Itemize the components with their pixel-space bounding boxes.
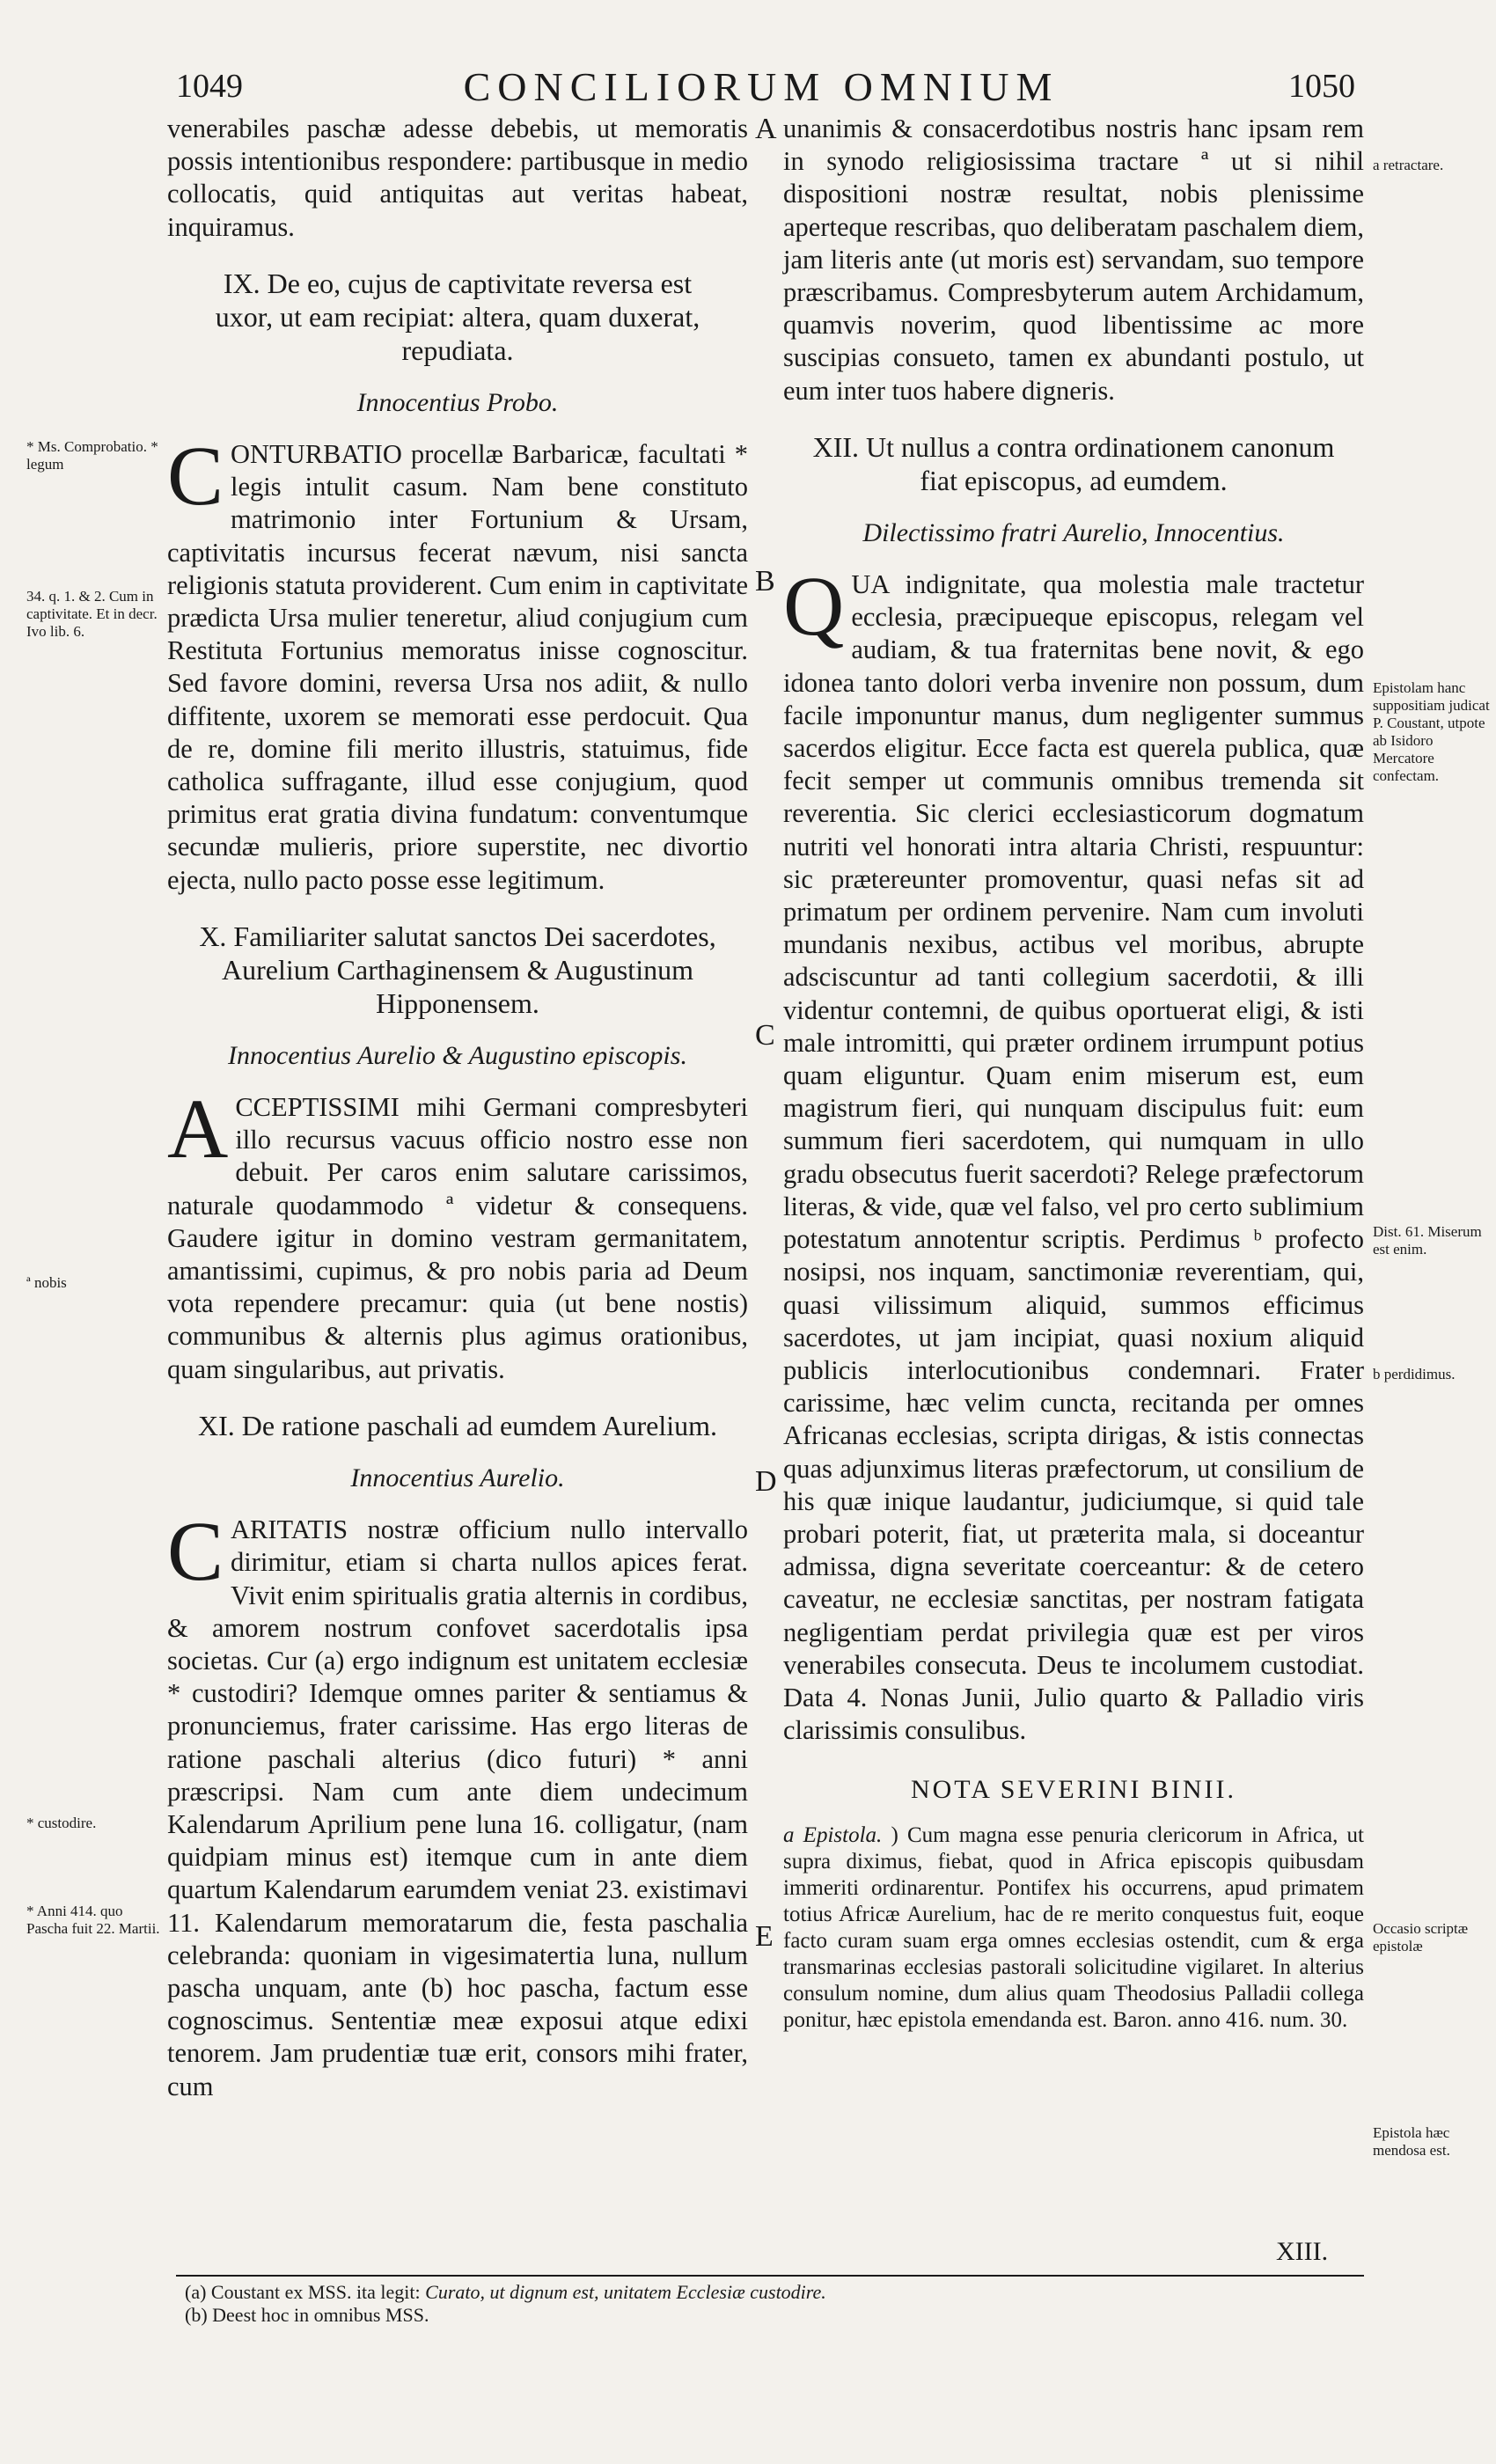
footnote-mark: (b) <box>185 2304 208 2326</box>
section-letter-b: B <box>755 565 775 598</box>
drop-cap: Q <box>783 559 845 654</box>
paragraph-text: CCEPTISSIMI mihi Germani compresbyteri illo recursus vacuus officio nostro esse non debuit. Per caros enim salutare carissimos, naturale quodammodo ª videtur & consequens. Gaudere igitur in domino vestram germanitatem, amantissimi, cupimus, & pro nobis paria ad Deum vota rependere precamur: quia (ut bene nostis) communibus & alternis plus agimus orationibus, quam singularibus, aut privatis. <box>167 1092 748 1384</box>
section-letter-a: A <box>755 113 777 145</box>
margin-note: a retractare. <box>1373 157 1444 173</box>
margin-note: Dist. 61. Miserum est enim. <box>1373 1223 1482 1258</box>
section-letter-c: C <box>755 1019 775 1052</box>
section-heading: XI. De ratione paschali ad eumdem Aurelium. <box>197 1409 718 1441</box>
paragraph <box>167 1082 748 1386</box>
right-column <box>783 113 1364 2034</box>
footnote-text: Deest hoc in omnibus MSS. <box>212 2304 429 2326</box>
footnote-text: Coustant ex MSS. ita legit: <box>210 2281 421 2303</box>
section-letter-d: D <box>755 1465 777 1498</box>
left-column <box>167 113 748 2103</box>
section-heading: XII. Ut nullus a contra ordinationem canonum fiat episcopus, ad eumdem. <box>812 430 1335 496</box>
catchword: XIII. <box>1276 2237 1329 2266</box>
footnotes <box>185 2281 1355 2327</box>
margin-note: 34. q. 1. & 2. Cum in captivitate. Et in decr. Ivo lib. 6. <box>26 588 158 640</box>
margin-note: Occasio scriptæ epistolæ <box>1373 1920 1469 1954</box>
margin-note: ª nobis <box>26 1274 67 1291</box>
footnote-b <box>185 2304 1355 2327</box>
note-text: ) Cum magna esse penuria clericorum in Africa, ut supra diximus, fiebat, quod in Africa episcopis quibusdam immeriti ordinarentur. Pontifex his occurrens, apud primatem totius Africæ Aurelium, hac de re merito conquestus fuit, eoque facto curam suam erga omnes ecclesias ostendit, cum & erga transmarinas ecclesias pastorali solicitudine vigilaret. In alterius consulum nomine, dum alius quam Theodosius Palladii collega ponitur, hæc epistola emendanda est. Baron. anno 416. num. 30. <box>783 1822 1364 2032</box>
paragraph-text: UA indignitate, qua molestia male tractetur ecclesia, præcipueque episcopus, relegam vel audiam, & tua fraternitas bene novit, & ego idonea tanto dolori verba invenire non possum, dum facile imponuntur manus, dum negligenter summus sacerdos eligitur. Ecce facta est querela publica, quæ fecit semper ut communis omnibus tremenda sit reverentia. Sic clerici ecclesiasticorum dogmatum nutriti vel honorati intra altaria Christi, respuuntur: sic prætereunter promoventur, quasi nefas sit ad primatum per ordinem pervenire. Nam cum involuti mundanis nexibus, actibus vel moribus, abrupte adsciscuntur ad tanti collegium sacerdotii, & illi videntur contemni, de quibus oportuerat eligi, & isti male intromitti, qui præter ordinem irrumpunt potius quam eliguntur. Quam enim miserum est, eum magistrum fieri, qui nunquam discipulus fuit: eum summum fieri sacerdotem, qui numquam in ullo gradu obsecutus fuerit sacerdoti? Relege præfectorum literas, & vide, quæ vel falso, vel pro certo sublimium potestatum annotentur scriptis. Perdimus ᵇ profecto nosipsi, nos inquam, sanctimoniæ reverentiam, qui, quasi vilissimum aliquid, summos efficimus sacerdotes, ut jam incipiat, quasi noxium aliquid publicis interlocutionibus condemnari. Frater carissime, hæc velim cuncta, recitanda per omnes Africanas ecclesias, scripta dirigas, & istis connectas quas adjunximus literas præfectorum, ut consilium de his quæ inique laudantur, judiciumque, si quid tale probari poterit, fiat, ut præterita mala, si doceantur admissa, digna severitate coerceantur: & de cetero caveatur, ne ecclesiæ sanctitas, per nostram fatigata negligentiam perdat privilegia quæ est per viros venerabiles consecuta. Deus te incolumem custodiat. Data 4. Nonas Junii, Julio quarto & Palladio viris clarissimis consulibus. <box>783 569 1364 1746</box>
footnote-a <box>185 2281 1355 2304</box>
margin-note: Epistola hæc mendosa est. <box>1373 2124 1450 2159</box>
margin-note: * Ms. Comprobatio. * legum <box>26 438 158 473</box>
letter-address: Innocentius Probo. <box>356 387 559 417</box>
letter-address: Innocentius Aurelio & Augustino episcopis. <box>228 1040 687 1070</box>
margin-note: * custodire. <box>26 1815 97 1831</box>
letter-address: Dilectissimo fratri Aurelio, Innocentius. <box>862 517 1285 547</box>
paragraph <box>783 559 1364 1747</box>
note-paragraph <box>783 1822 1364 2034</box>
footnote-italic: Curato, ut dignum est, unitatem Ecclesiæ custodire. <box>425 2281 826 2303</box>
note-lemma: a Epistola. <box>783 1822 883 1847</box>
footnote-mark: (a) <box>185 2281 207 2303</box>
paragraph: venerabiles paschæ adesse debebis, ut memoratis possis intentionibus respondere: partibusque in medio collocatis, quid antiquitas aut veritas habeat, inquiramus. <box>167 114 748 242</box>
margin-note: Epistolam hanc suppositiam judicat P. Coustant, utpote ab Isidoro Mercatore confectam. <box>1373 679 1490 784</box>
paragraph: unanimis & consacerdotibus nostris hanc ipsam rem in synodo religiosissima tractare ª ut si nihil dispositioni nostræ resultat, nobis plenissime aperteque rescribas, quo deliberatam paschalem diem, jam literis ante (ut moris est) servandam, suo tempore præscribamus. Compresbyterum autem Archidamum, quamvis noverim, quod libentissime ac more suscipias consueto, tamen ex abundanti postulo, ut eum inter tuos habere digneris. <box>783 114 1364 406</box>
page-number-left: 1049 <box>176 68 243 105</box>
paragraph-text: ONTURBATIO procellæ Barbaricæ, facultati * legis intulit casum. Nam bene constituto matrimonio inter Fortunium & Ursam, captivitatis incursus fecerat nævum, nisi sancta religionis statuta providerent. Cum enim in captivitate prædicta Ursa mulier teneretur, aliud conjugium cum Restituta Fortunius memoratus inisse cognoscitur. Sed favore domini, reversa Ursa nos adiit, & nullo diffitente, uxorem se memorati esse perdocuit. Qua de re, domine fili merito illustris, statuimus, fide catholica suffragante, illud esse conjugium, quod primitus erat gratia divina fundatum: conventumque secundæ mulieris, priore superstite, nec divortio ejecta, nullo pacto posse esse legitimum. <box>167 439 748 895</box>
section-heading: IX. De eo, cujus de captivitate reversa est uxor, ut eam recipiat: altera, quam duxerat, repudiata. <box>215 267 700 366</box>
margin-note: * Anni 414. quo Pascha fuit 22. Martii. <box>26 1903 160 1937</box>
margin-note: b perdidimus. <box>1373 1366 1456 1382</box>
paragraph <box>167 1504 748 2103</box>
running-title: CONCILIORUM OMNIUM <box>463 64 1060 109</box>
section-letter-e: E <box>755 1920 774 1953</box>
letter-address: Innocentius Aurelio. <box>350 1463 565 1492</box>
page-number-right: 1050 <box>1288 68 1355 105</box>
page-header <box>167 60 1355 113</box>
section-heading: X. Familiariter salutat sanctos Dei sacerdotes, Aurelium Carthaginensem & Augustinum Hipponensem. <box>199 920 716 1019</box>
drop-cap: A <box>167 1082 229 1177</box>
note-heading: NOTA SEVERINI BINII. <box>910 1775 1237 1805</box>
footnote-rule <box>176 2275 1364 2277</box>
paragraph-text: ARITATIS nostræ officium nullo intervallo dirimitur, etiam si charta nullos apices ferat. Vivit enim spiritualis gratia alternis in cordibus, & amorem nostrum confovet sacerdotalis ipsa societas. Cur (a) ergo indignum est unitatem ecclesiæ * custodiri? Idemque omnes pariter & sentiamus & pronunciemus, frater carissime. Has ergo literas de ratione paschali alterius (dico futuri) * anni præscripsi. Nam cum ante diem undecimum Kalendarum Aprilium pene luna 16. colligatur, (nam quidpiam minus est) itemque cum in ante diem quartum Kalendarum earumdem veniat 23. existimavi 11. Kalendarum memoratarum die, festa paschalia celebranda: quoniam in vigesimatertia luna, nullum pascha unquam, ante (b) hoc pascha, factum esse cognoscimus. Sententiæ meæ exposui atque edixi tenorem. Jam prudentiæ tuæ erit, consors mihi frater, cum <box>167 1514 748 2101</box>
drop-cap: C <box>167 429 224 524</box>
paragraph <box>167 429 748 897</box>
drop-cap: C <box>167 1504 224 1599</box>
